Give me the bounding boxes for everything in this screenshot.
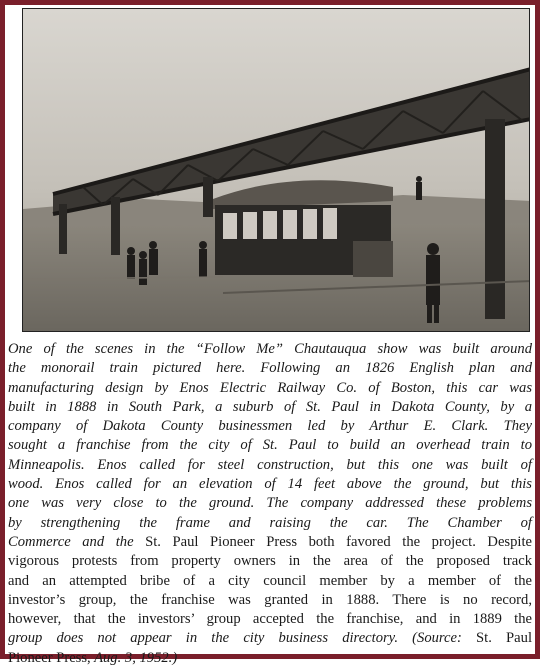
caption-roman-text: Pioneer Press, <box>8 649 91 666</box>
caption-line: Minneapolis. Enos called for steel construction, but this one was built of <box>8 456 532 473</box>
caption-line: one was very close to the ground. The company addressed these problems <box>8 495 532 512</box>
caption-line: built in 1888 in South Park, a suburb of St. Paul in Dakota County, by a <box>8 398 532 415</box>
caption-line: manufacturing design by Enos Electric Railway Co. of Boston, this car was <box>8 379 532 396</box>
caption-line <box>8 649 532 668</box>
caption-line <box>8 533 532 552</box>
caption-line: however, that the investors’ group accepted the franchise, and in 1889 the <box>8 611 532 628</box>
caption-line: sought a franchise from the city of St. Paul to build an overhead train to <box>8 437 532 454</box>
caption-line: and an attempted bribe of a city council member by a member of the <box>8 572 532 589</box>
caption-roman-text: St. Paul Pioneer Press both favored the project. Despite <box>133 533 533 550</box>
caption-line <box>8 629 532 648</box>
caption-line: vigorous protests from property owners in the area of the proposed track <box>8 553 532 570</box>
historic-photo-monorail <box>22 8 530 332</box>
caption-italic-text: Commerce and the <box>8 533 134 550</box>
caption-line: investor’s group, the franchise was granted in 1888. There is no record, <box>8 591 532 608</box>
caption-line: One of the scenes in the “Follow Me” Chautauqua show was built around <box>8 341 532 357</box>
caption-roman-text: St. Paul <box>461 630 532 647</box>
caption-italic-text: Aug. 3, 1952.) <box>90 649 178 666</box>
caption-line: wood. Enos called for an elevation of 14 feet above the ground, but this <box>8 476 532 493</box>
caption-line: by strengthening the frame and raising the car. The Chamber of <box>8 514 532 531</box>
photo-illustration <box>23 9 530 332</box>
caption-line: the monorail train pictured here. Following an 1826 English plan and <box>8 360 532 377</box>
monorail-car <box>213 180 393 277</box>
caption-italic-text: group does not appear in the city business directory. (Source: <box>8 630 462 647</box>
caption-line: company of Dakota County businessmen led by Arthur E. Clark. They <box>8 418 532 435</box>
photo-caption <box>8 340 532 668</box>
